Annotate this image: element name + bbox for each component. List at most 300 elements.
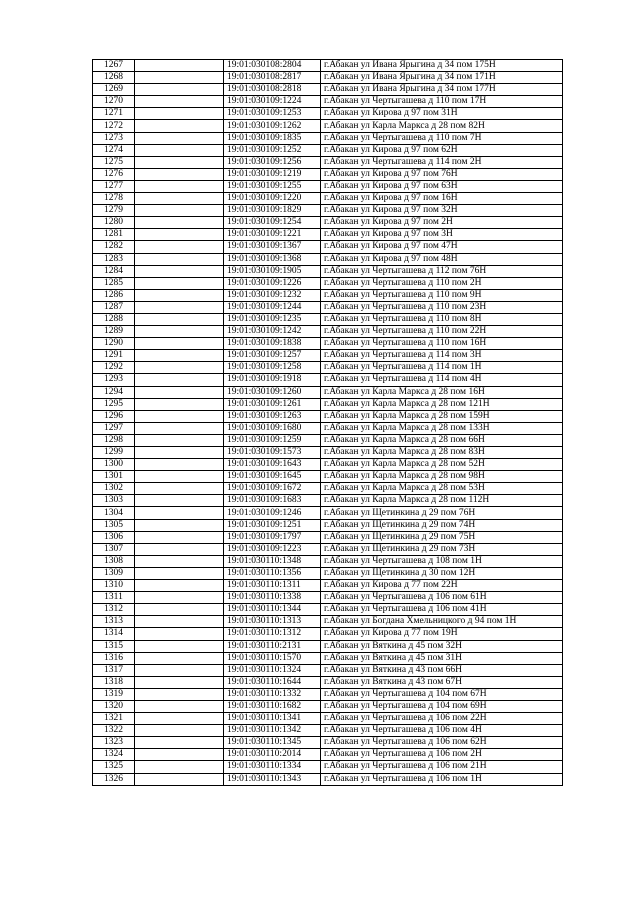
- cadastral-number-cell: 19:01:030110:1312: [224, 628, 321, 640]
- address-cell: г.Абакан ул Карла Маркса д 28 пом 52Н: [321, 459, 563, 471]
- address-cell: г.Абакан ул Чертыгашева д 114 пом 2Н: [321, 156, 563, 168]
- table-row: [93, 422, 563, 434]
- row-number-cell: 1307: [93, 543, 135, 555]
- cadastral-number-cell: 19:01:030110:1570: [224, 652, 321, 664]
- empty-cell: [135, 241, 224, 253]
- row-number-cell: 1291: [93, 350, 135, 362]
- row-number-cell: 1292: [93, 362, 135, 374]
- empty-cell: [135, 543, 224, 555]
- table-row: [93, 217, 563, 229]
- address-cell: г.Абакан ул Кирова д 77 пом 22Н: [321, 580, 563, 592]
- row-number-cell: 1272: [93, 120, 135, 132]
- empty-cell: [135, 725, 224, 737]
- empty-cell: [135, 567, 224, 579]
- table-row: [93, 84, 563, 96]
- table-row: [93, 628, 563, 640]
- empty-cell: [135, 180, 224, 192]
- empty-cell: [135, 652, 224, 664]
- address-cell: г.Абакан ул Кирова д 97 пом 48Н: [321, 253, 563, 265]
- row-number-cell: 1271: [93, 108, 135, 120]
- cadastral-number-cell: 19:01:030109:1905: [224, 265, 321, 277]
- address-cell: г.Абакан ул Чертыгашева д 110 пом 23Н: [321, 301, 563, 313]
- row-number-cell: 1294: [93, 386, 135, 398]
- empty-cell: [135, 773, 224, 785]
- address-cell: г.Абакан ул Вяткина д 43 пом 67Н: [321, 676, 563, 688]
- row-number-cell: 1273: [93, 132, 135, 144]
- row-number-cell: 1281: [93, 229, 135, 241]
- empty-cell: [135, 144, 224, 156]
- cadastral-number-cell: 19:01:030108:2818: [224, 84, 321, 96]
- address-cell: г.Абакан ул Карла Маркса д 28 пом 53Н: [321, 483, 563, 495]
- empty-cell: [135, 398, 224, 410]
- cadastral-number-cell: 19:01:030110:1342: [224, 725, 321, 737]
- address-cell: г.Абакан ул Чертыгашева д 106 пом 2Н: [321, 749, 563, 761]
- address-cell: г.Абакан ул Кирова д 97 пом 16Н: [321, 193, 563, 205]
- cadastral-number-cell: 19:01:030109:1261: [224, 398, 321, 410]
- address-cell: г.Абакан ул Чертыгашева д 108 пом 1Н: [321, 555, 563, 567]
- address-cell: г.Абакан ул Щетинкина д 29 пом 73Н: [321, 543, 563, 555]
- table-row: [93, 229, 563, 241]
- table-row: [93, 96, 563, 108]
- address-cell: г.Абакан ул Чертыгашева д 106 пом 21Н: [321, 761, 563, 773]
- address-cell: г.Абакан ул Вяткина д 45 пом 31Н: [321, 652, 563, 664]
- table-row: [93, 543, 563, 555]
- row-number-cell: 1310: [93, 580, 135, 592]
- row-number-cell: 1316: [93, 652, 135, 664]
- address-cell: г.Абакан ул Чертыгашева д 110 пом 17Н: [321, 96, 563, 108]
- address-cell: г.Абакан ул Кирова д 97 пом 47Н: [321, 241, 563, 253]
- address-cell: г.Абакан ул Чертыгашева д 106 пом 62Н: [321, 737, 563, 749]
- table-row: [93, 519, 563, 531]
- cadastral-number-cell: 19:01:030109:1797: [224, 531, 321, 543]
- address-cell: г.Абакан ул Карла Маркса д 28 пом 159Н: [321, 410, 563, 422]
- empty-cell: [135, 60, 224, 72]
- empty-cell: [135, 531, 224, 543]
- cadastral-number-cell: 19:01:030109:1257: [224, 350, 321, 362]
- address-cell: г.Абакан ул Карла Маркса д 28 пом 112Н: [321, 495, 563, 507]
- address-cell: г.Абакан ул Чертыгашева д 104 пом 67Н: [321, 688, 563, 700]
- row-number-cell: 1296: [93, 410, 135, 422]
- table-row: [93, 447, 563, 459]
- empty-cell: [135, 628, 224, 640]
- row-number-cell: 1295: [93, 398, 135, 410]
- row-number-cell: 1304: [93, 507, 135, 519]
- cadastral-number-cell: 19:01:030109:1259: [224, 434, 321, 446]
- empty-cell: [135, 84, 224, 96]
- empty-cell: [135, 761, 224, 773]
- address-cell: г.Абакан ул Карла Маркса д 28 пом 82Н: [321, 120, 563, 132]
- address-cell: г.Абакан ул Чертыгашева д 106 пом 1Н: [321, 773, 563, 785]
- table-row: [93, 144, 563, 156]
- row-number-cell: 1299: [93, 447, 135, 459]
- table-row: [93, 313, 563, 325]
- table-row: [93, 434, 563, 446]
- address-cell: г.Абакан ул Карла Маркса д 28 пом 83Н: [321, 447, 563, 459]
- cadastral-number-cell: 19:01:030109:1256: [224, 156, 321, 168]
- cadastral-number-cell: 19:01:030109:1645: [224, 471, 321, 483]
- address-cell: г.Абакан ул Кирова д 97 пом 32Н: [321, 205, 563, 217]
- address-cell: г.Абакан ул Кирова д 97 пом 3Н: [321, 229, 563, 241]
- address-cell: г.Абакан ул Чертыгашева д 106 пом 4Н: [321, 725, 563, 737]
- row-number-cell: 1312: [93, 604, 135, 616]
- empty-cell: [135, 471, 224, 483]
- empty-cell: [135, 205, 224, 217]
- empty-cell: [135, 386, 224, 398]
- cadastral-number-cell: 19:01:030110:1644: [224, 676, 321, 688]
- table-row: [93, 688, 563, 700]
- table-row: [93, 398, 563, 410]
- cadastral-number-cell: 19:01:030110:1313: [224, 616, 321, 628]
- cadastral-number-cell: 19:01:030110:1341: [224, 713, 321, 725]
- address-cell: г.Абакан ул Чертыгашева д 106 пом 41Н: [321, 604, 563, 616]
- row-number-cell: 1268: [93, 72, 135, 84]
- row-number-cell: 1303: [93, 495, 135, 507]
- table-row: [93, 761, 563, 773]
- address-cell: г.Абакан ул Вяткина д 43 пом 66Н: [321, 664, 563, 676]
- table-row: [93, 555, 563, 567]
- address-cell: г.Абакан ул Чертыгашева д 114 пом 3Н: [321, 350, 563, 362]
- cadastral-number-cell: 19:01:030109:1262: [224, 120, 321, 132]
- table-row: [93, 410, 563, 422]
- empty-cell: [135, 108, 224, 120]
- table-row: [93, 193, 563, 205]
- cadastral-number-cell: 19:01:030110:1338: [224, 592, 321, 604]
- table-row: [93, 386, 563, 398]
- empty-cell: [135, 120, 224, 132]
- table-row: [93, 132, 563, 144]
- address-cell: г.Абакан ул Щетинкина д 29 пом 75Н: [321, 531, 563, 543]
- empty-cell: [135, 301, 224, 313]
- row-number-cell: 1282: [93, 241, 135, 253]
- table-row: [93, 471, 563, 483]
- table-row: [93, 749, 563, 761]
- row-number-cell: 1290: [93, 338, 135, 350]
- empty-cell: [135, 749, 224, 761]
- row-number-cell: 1317: [93, 664, 135, 676]
- row-number-cell: 1309: [93, 567, 135, 579]
- address-cell: г.Абакан ул Чертыгашева д 112 пом 76Н: [321, 265, 563, 277]
- registry-table: [92, 59, 563, 786]
- empty-cell: [135, 265, 224, 277]
- empty-cell: [135, 555, 224, 567]
- table-row: [93, 737, 563, 749]
- address-cell: г.Абакан ул Ивана Ярыгина д 34 пом 175Н: [321, 60, 563, 72]
- empty-cell: [135, 326, 224, 338]
- empty-cell: [135, 447, 224, 459]
- row-number-cell: 1306: [93, 531, 135, 543]
- row-number-cell: 1288: [93, 313, 135, 325]
- address-cell: г.Абакан ул Ивана Ярыгина д 34 пом 171Н: [321, 72, 563, 84]
- cadastral-number-cell: 19:01:030110:2131: [224, 640, 321, 652]
- empty-cell: [135, 700, 224, 712]
- cadastral-number-cell: 19:01:030109:1226: [224, 277, 321, 289]
- cadastral-number-cell: 19:01:030108:2817: [224, 72, 321, 84]
- cadastral-number-cell: 19:01:030109:1838: [224, 338, 321, 350]
- row-number-cell: 1275: [93, 156, 135, 168]
- address-cell: г.Абакан ул Чертыгашева д 106 пом 61Н: [321, 592, 563, 604]
- cadastral-number-cell: 19:01:030109:1253: [224, 108, 321, 120]
- table-row: [93, 338, 563, 350]
- table-row: [93, 592, 563, 604]
- cadastral-number-cell: 19:01:030109:1918: [224, 374, 321, 386]
- cadastral-number-cell: 19:01:030109:1672: [224, 483, 321, 495]
- address-cell: г.Абакан ул Чертыгашева д 114 пом 4Н: [321, 374, 563, 386]
- empty-cell: [135, 604, 224, 616]
- address-cell: г.Абакан ул Кирова д 97 пом 62Н: [321, 144, 563, 156]
- cadastral-number-cell: 19:01:030109:1573: [224, 447, 321, 459]
- registry-table-body: [93, 60, 563, 786]
- cadastral-number-cell: 19:01:030109:1251: [224, 519, 321, 531]
- row-number-cell: 1313: [93, 616, 135, 628]
- row-number-cell: 1324: [93, 749, 135, 761]
- table-row: [93, 180, 563, 192]
- empty-cell: [135, 350, 224, 362]
- table-row: [93, 241, 563, 253]
- address-cell: г.Абакан ул Карла Маркса д 28 пом 16Н: [321, 386, 563, 398]
- cadastral-number-cell: 19:01:030109:1235: [224, 313, 321, 325]
- empty-cell: [135, 72, 224, 84]
- cadastral-number-cell: 19:01:030110:1682: [224, 700, 321, 712]
- address-cell: г.Абакан ул Чертыгашева д 110 пом 7Н: [321, 132, 563, 144]
- address-cell: г.Абакан ул Чертыгашева д 104 пом 69Н: [321, 700, 563, 712]
- empty-cell: [135, 688, 224, 700]
- row-number-cell: 1301: [93, 471, 135, 483]
- empty-cell: [135, 422, 224, 434]
- table-row: [93, 265, 563, 277]
- cadastral-number-cell: 19:01:030109:1680: [224, 422, 321, 434]
- empty-cell: [135, 374, 224, 386]
- table-row: [93, 640, 563, 652]
- empty-cell: [135, 519, 224, 531]
- empty-cell: [135, 217, 224, 229]
- table-row: [93, 580, 563, 592]
- empty-cell: [135, 664, 224, 676]
- address-cell: г.Абакан ул Чертыгашева д 106 пом 22Н: [321, 713, 563, 725]
- cadastral-number-cell: 19:01:030109:1263: [224, 410, 321, 422]
- cadastral-number-cell: 19:01:030109:1835: [224, 132, 321, 144]
- row-number-cell: 1302: [93, 483, 135, 495]
- address-cell: г.Абакан ул Чертыгашева д 110 пом 2Н: [321, 277, 563, 289]
- cadastral-number-cell: 19:01:030110:1343: [224, 773, 321, 785]
- cadastral-number-cell: 19:01:030110:2014: [224, 749, 321, 761]
- table-row: [93, 277, 563, 289]
- table-row: [93, 120, 563, 132]
- cadastral-number-cell: 19:01:030109:1242: [224, 326, 321, 338]
- cadastral-number-cell: 19:01:030109:1683: [224, 495, 321, 507]
- address-cell: г.Абакан ул Карла Маркса д 28 пом 121Н: [321, 398, 563, 410]
- address-cell: г.Абакан ул Чертыгашева д 110 пом 9Н: [321, 289, 563, 301]
- table-row: [93, 483, 563, 495]
- cadastral-number-cell: 19:01:030110:1356: [224, 567, 321, 579]
- table-row: [93, 713, 563, 725]
- empty-cell: [135, 96, 224, 108]
- address-cell: г.Абакан ул Кирова д 97 пом 63Н: [321, 180, 563, 192]
- table-row: [93, 507, 563, 519]
- empty-cell: [135, 289, 224, 301]
- table-row: [93, 676, 563, 688]
- empty-cell: [135, 495, 224, 507]
- row-number-cell: 1326: [93, 773, 135, 785]
- cadastral-number-cell: 19:01:030109:1254: [224, 217, 321, 229]
- empty-cell: [135, 156, 224, 168]
- address-cell: г.Абакан ул Вяткина д 45 пом 32Н: [321, 640, 563, 652]
- row-number-cell: 1319: [93, 688, 135, 700]
- row-number-cell: 1293: [93, 374, 135, 386]
- cadastral-number-cell: 19:01:030109:1219: [224, 168, 321, 180]
- row-number-cell: 1311: [93, 592, 135, 604]
- empty-cell: [135, 168, 224, 180]
- empty-cell: [135, 229, 224, 241]
- empty-cell: [135, 277, 224, 289]
- empty-cell: [135, 713, 224, 725]
- empty-cell: [135, 676, 224, 688]
- cadastral-number-cell: 19:01:030109:1232: [224, 289, 321, 301]
- empty-cell: [135, 592, 224, 604]
- cadastral-number-cell: 19:01:030109:1221: [224, 229, 321, 241]
- address-cell: г.Абакан ул Чертыгашева д 114 пом 1Н: [321, 362, 563, 374]
- address-cell: г.Абакан ул Кирова д 97 пом 2Н: [321, 217, 563, 229]
- table-row: [93, 374, 563, 386]
- table-row: [93, 326, 563, 338]
- row-number-cell: 1321: [93, 713, 135, 725]
- cadastral-number-cell: 19:01:030110:1344: [224, 604, 321, 616]
- table-row: [93, 156, 563, 168]
- cadastral-number-cell: 19:01:030110:1345: [224, 737, 321, 749]
- empty-cell: [135, 640, 224, 652]
- row-number-cell: 1314: [93, 628, 135, 640]
- table-row: [93, 567, 563, 579]
- table-row: [93, 301, 563, 313]
- row-number-cell: 1270: [93, 96, 135, 108]
- row-number-cell: 1274: [93, 144, 135, 156]
- cadastral-number-cell: 19:01:030109:1260: [224, 386, 321, 398]
- cadastral-number-cell: 19:01:030109:1220: [224, 193, 321, 205]
- address-cell: г.Абакан ул Карла Маркса д 28 пом 98Н: [321, 471, 563, 483]
- row-number-cell: 1320: [93, 700, 135, 712]
- cadastral-number-cell: 19:01:030110:1332: [224, 688, 321, 700]
- empty-cell: [135, 434, 224, 446]
- row-number-cell: 1267: [93, 60, 135, 72]
- cadastral-number-cell: 19:01:030109:1258: [224, 362, 321, 374]
- empty-cell: [135, 132, 224, 144]
- row-number-cell: 1323: [93, 737, 135, 749]
- empty-cell: [135, 193, 224, 205]
- cadastral-number-cell: 19:01:030109:1224: [224, 96, 321, 108]
- row-number-cell: 1283: [93, 253, 135, 265]
- empty-cell: [135, 410, 224, 422]
- address-cell: г.Абакан ул Щетинкина д 29 пом 76Н: [321, 507, 563, 519]
- cadastral-number-cell: 19:01:030110:1324: [224, 664, 321, 676]
- cadastral-number-cell: 19:01:030110:1348: [224, 555, 321, 567]
- address-cell: г.Абакан ул Щетинкина д 29 пом 74Н: [321, 519, 563, 531]
- address-cell: г.Абакан ул Карла Маркса д 28 пом 66Н: [321, 434, 563, 446]
- address-cell: г.Абакан ул Богдана Хмельницкого д 94 пом 1Н: [321, 616, 563, 628]
- cadastral-number-cell: 19:01:030108:2804: [224, 60, 321, 72]
- row-number-cell: 1325: [93, 761, 135, 773]
- empty-cell: [135, 483, 224, 495]
- address-cell: г.Абакан ул Чертыгашева д 110 пом 22Н: [321, 326, 563, 338]
- cadastral-number-cell: 19:01:030109:1255: [224, 180, 321, 192]
- empty-cell: [135, 737, 224, 749]
- row-number-cell: 1278: [93, 193, 135, 205]
- table-row: [93, 362, 563, 374]
- address-cell: г.Абакан ул Карла Маркса д 28 пом 133Н: [321, 422, 563, 434]
- cadastral-number-cell: 19:01:030110:1311: [224, 580, 321, 592]
- table-row: [93, 350, 563, 362]
- address-cell: г.Абакан ул Ивана Ярыгина д 34 пом 177Н: [321, 84, 563, 96]
- row-number-cell: 1289: [93, 326, 135, 338]
- row-number-cell: 1300: [93, 459, 135, 471]
- cadastral-number-cell: 19:01:030109:1368: [224, 253, 321, 265]
- table-row: [93, 289, 563, 301]
- address-cell: г.Абакан ул Кирова д 77 пом 19Н: [321, 628, 563, 640]
- table-row: [93, 700, 563, 712]
- row-number-cell: 1287: [93, 301, 135, 313]
- cadastral-number-cell: 19:01:030109:1829: [224, 205, 321, 217]
- table-row: [93, 773, 563, 785]
- row-number-cell: 1297: [93, 422, 135, 434]
- row-number-cell: 1285: [93, 277, 135, 289]
- table-row: [93, 253, 563, 265]
- empty-cell: [135, 459, 224, 471]
- cadastral-number-cell: 19:01:030109:1252: [224, 144, 321, 156]
- table-row: [93, 604, 563, 616]
- row-number-cell: 1284: [93, 265, 135, 277]
- cadastral-number-cell: 19:01:030109:1367: [224, 241, 321, 253]
- address-cell: г.Абакан ул Щетинкина д 30 пом 12Н: [321, 567, 563, 579]
- table-row: [93, 205, 563, 217]
- empty-cell: [135, 338, 224, 350]
- table-row: [93, 531, 563, 543]
- empty-cell: [135, 616, 224, 628]
- empty-cell: [135, 580, 224, 592]
- table-row: [93, 652, 563, 664]
- row-number-cell: 1277: [93, 180, 135, 192]
- empty-cell: [135, 253, 224, 265]
- row-number-cell: 1298: [93, 434, 135, 446]
- row-number-cell: 1280: [93, 217, 135, 229]
- address-cell: г.Абакан ул Чертыгашева д 110 пом 8Н: [321, 313, 563, 325]
- table-row: [93, 725, 563, 737]
- table-row: [93, 60, 563, 72]
- table-row: [93, 108, 563, 120]
- row-number-cell: 1279: [93, 205, 135, 217]
- table-row: [93, 72, 563, 84]
- row-number-cell: 1269: [93, 84, 135, 96]
- row-number-cell: 1322: [93, 725, 135, 737]
- table-row: [93, 168, 563, 180]
- cadastral-number-cell: 19:01:030110:1334: [224, 761, 321, 773]
- cadastral-number-cell: 19:01:030109:1223: [224, 543, 321, 555]
- address-cell: г.Абакан ул Кирова д 97 пом 76Н: [321, 168, 563, 180]
- table-row: [93, 616, 563, 628]
- row-number-cell: 1318: [93, 676, 135, 688]
- table-row: [93, 664, 563, 676]
- table-row: [93, 495, 563, 507]
- empty-cell: [135, 362, 224, 374]
- cadastral-number-cell: 19:01:030109:1246: [224, 507, 321, 519]
- empty-cell: [135, 507, 224, 519]
- address-cell: г.Абакан ул Кирова д 97 пом 31Н: [321, 108, 563, 120]
- address-cell: г.Абакан ул Чертыгашева д 110 пом 16Н: [321, 338, 563, 350]
- row-number-cell: 1308: [93, 555, 135, 567]
- row-number-cell: 1286: [93, 289, 135, 301]
- cadastral-number-cell: 19:01:030109:1643: [224, 459, 321, 471]
- table-row: [93, 459, 563, 471]
- row-number-cell: 1305: [93, 519, 135, 531]
- row-number-cell: 1276: [93, 168, 135, 180]
- cadastral-number-cell: 19:01:030109:1244: [224, 301, 321, 313]
